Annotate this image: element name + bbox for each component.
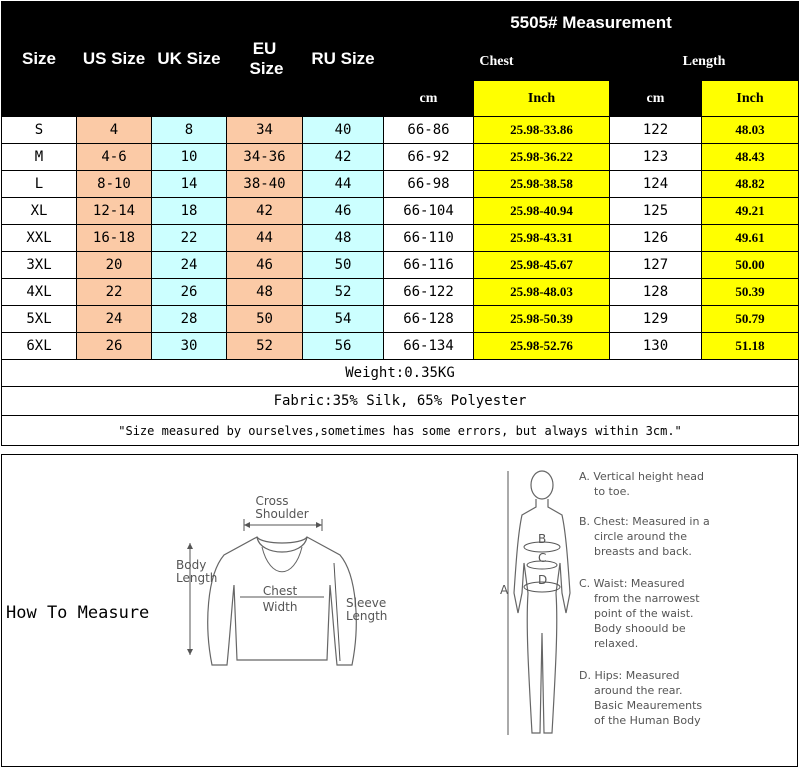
header-uk-size: UK Size <box>152 2 227 117</box>
chest-label: Chest <box>262 584 298 598</box>
cell-ru: 56 <box>303 333 384 360</box>
cell-chest-cm: 66-110 <box>384 225 474 252</box>
header-eu-size-label: EU Size <box>249 39 284 78</box>
cell-eu: 46 <box>227 252 303 279</box>
cell-length-cm: 125 <box>610 198 702 225</box>
cell-eu: 52 <box>227 333 303 360</box>
legend-b-line3: breasts and back. <box>594 545 692 558</box>
arrow-head-up <box>187 543 193 549</box>
cell-length-cm: 126 <box>610 225 702 252</box>
measurement-note: "Size measured by ourselves,sometimes has some errors, but always within 3cm." <box>2 416 799 446</box>
cell-chest-inch: 25.98-45.67 <box>474 252 610 279</box>
size-table <box>1 1 799 446</box>
legend-a-line1: A. Vertical height head <box>579 470 705 483</box>
cell-ru: 44 <box>303 171 384 198</box>
cell-uk: 10 <box>152 144 227 171</box>
cell-ru: 40 <box>303 117 384 144</box>
cell-chest-inch: 25.98-48.03 <box>474 279 610 306</box>
head-shape <box>531 471 553 499</box>
legend-c-line1: C. Waist: Measured <box>579 577 685 590</box>
header-chest-cm: cm <box>384 81 474 117</box>
legend-b-line1: B. Chest: Measured in a <box>579 515 710 528</box>
cell-length-cm: 124 <box>610 171 702 198</box>
legend-d-line2: around the rear. <box>594 684 683 697</box>
cell-size: 5XL <box>2 306 77 333</box>
cell-us: 22 <box>77 279 152 306</box>
cell-us: 20 <box>77 252 152 279</box>
cell-ru: 48 <box>303 225 384 252</box>
cell-chest-inch: 25.98-52.76 <box>474 333 610 360</box>
legend-d-line4: of the Human Body <box>594 714 701 727</box>
legend-b <box>579 514 799 559</box>
cell-uk: 30 <box>152 333 227 360</box>
cell-length-cm: 127 <box>610 252 702 279</box>
cell-size: M <box>2 144 77 171</box>
header-us-size: US Size <box>77 2 152 117</box>
shirt-diagram <box>162 485 402 675</box>
cell-chest-inch: 25.98-43.31 <box>474 225 610 252</box>
cell-chest-inch: 25.98-50.39 <box>474 306 610 333</box>
cell-length-cm: 129 <box>610 306 702 333</box>
body-label: Body <box>176 558 207 572</box>
cell-length-cm: 122 <box>610 117 702 144</box>
legend-d <box>579 668 799 728</box>
how-to-measure-label: How To Measure <box>6 603 150 623</box>
header-length-cm: cm <box>610 81 702 117</box>
header-length-inch: Inch <box>702 81 799 117</box>
table-row <box>2 144 799 171</box>
label-a: A <box>500 583 509 597</box>
cell-uk: 22 <box>152 225 227 252</box>
cell-ru: 54 <box>303 306 384 333</box>
cell-uk: 26 <box>152 279 227 306</box>
table-row <box>2 252 799 279</box>
cell-length-cm: 128 <box>610 279 702 306</box>
header-chest: Chest <box>384 44 610 81</box>
cell-chest-cm: 66-92 <box>384 144 474 171</box>
header-length: Length <box>610 44 799 81</box>
cell-us: 4 <box>77 117 152 144</box>
header-chest-inch: Inch <box>474 81 610 117</box>
cell-length-inch: 51.18 <box>702 333 799 360</box>
cell-ru: 42 <box>303 144 384 171</box>
cell-us: 4-6 <box>77 144 152 171</box>
legend-d-line3: Basic Meaurements <box>594 699 703 712</box>
legend-a-line2: to toe. <box>594 485 630 498</box>
cell-length-inch: 48.82 <box>702 171 799 198</box>
fabric-text: Fabric:35% Silk, 65% Polyester <box>2 387 799 416</box>
cell-size: 6XL <box>2 333 77 360</box>
shirt-collar <box>257 537 307 552</box>
cell-us: 26 <box>77 333 152 360</box>
weight-text: Weight:0.35KG <box>2 360 799 387</box>
table-row <box>2 333 799 360</box>
cell-eu: 34 <box>227 117 303 144</box>
cell-size: XL <box>2 198 77 225</box>
shirt-neckline <box>262 547 302 572</box>
table-row <box>2 117 799 144</box>
legend-c-line2: from the narrowest <box>594 592 700 605</box>
label-c: C <box>538 551 547 565</box>
cell-chest-inch: 25.98-36.22 <box>474 144 610 171</box>
cell-chest-cm: 66-104 <box>384 198 474 225</box>
cell-length-cm: 123 <box>610 144 702 171</box>
cell-eu: 38-40 <box>227 171 303 198</box>
legend-a <box>579 469 799 499</box>
cell-size: 3XL <box>2 252 77 279</box>
cell-chest-cm: 66-134 <box>384 333 474 360</box>
width-label: Width <box>262 600 298 614</box>
cell-uk: 8 <box>152 117 227 144</box>
cell-us: 12-14 <box>77 198 152 225</box>
cell-length-inch: 50.79 <box>702 306 799 333</box>
cell-chest-cm: 66-86 <box>384 117 474 144</box>
table-row <box>2 198 799 225</box>
cell-size: L <box>2 171 77 198</box>
arrow-head-left <box>244 522 250 528</box>
arrow-head-right <box>316 522 322 528</box>
legend-d-line1: D. Hips: Measured <box>579 669 680 682</box>
legend-c <box>579 576 799 651</box>
sleeve-length-label: Length <box>346 609 388 623</box>
cell-size: S <box>2 117 77 144</box>
body-diagram <box>498 463 578 753</box>
cell-chest-cm: 66-128 <box>384 306 474 333</box>
table-row <box>2 225 799 252</box>
sleeve-label: Sleeve <box>346 596 387 610</box>
cell-chest-cm: 66-98 <box>384 171 474 198</box>
cell-eu: 34-36 <box>227 144 303 171</box>
cell-eu: 48 <box>227 279 303 306</box>
cell-eu: 50 <box>227 306 303 333</box>
cell-chest-cm: 66-116 <box>384 252 474 279</box>
table-row <box>2 306 799 333</box>
cell-length-inch: 50.00 <box>702 252 799 279</box>
cross-label: Cross <box>255 494 289 508</box>
cell-ru: 46 <box>303 198 384 225</box>
shoulder-label: Shoulder <box>255 507 309 521</box>
body-length-label: Length <box>176 571 218 585</box>
header-ru-size: RU Size <box>303 2 384 117</box>
cell-length-inch: 49.21 <box>702 198 799 225</box>
cell-chest-cm: 66-122 <box>384 279 474 306</box>
header-measurement-title: 5505# Measurement <box>384 2 799 44</box>
arrow-head-down <box>187 649 193 655</box>
table-row <box>2 279 799 306</box>
legend-b-line2: circle around the <box>594 530 687 543</box>
label-b: B <box>538 532 547 546</box>
label-d: D <box>538 573 548 587</box>
cell-eu: 44 <box>227 225 303 252</box>
cell-us: 8-10 <box>77 171 152 198</box>
cell-length-inch: 48.43 <box>702 144 799 171</box>
cell-length-inch: 49.61 <box>702 225 799 252</box>
cell-size: 4XL <box>2 279 77 306</box>
cell-length-cm: 130 <box>610 333 702 360</box>
header-eu-size <box>227 2 303 117</box>
cell-uk: 28 <box>152 306 227 333</box>
cell-us: 24 <box>77 306 152 333</box>
legend-c-line3: point of the waist. <box>594 607 694 620</box>
cell-uk: 18 <box>152 198 227 225</box>
cell-size: XXL <box>2 225 77 252</box>
legend-c-line4: Body shoould be <box>594 622 686 635</box>
cell-chest-inch: 25.98-38.58 <box>474 171 610 198</box>
table-row <box>2 171 799 198</box>
cell-length-inch: 50.39 <box>702 279 799 306</box>
cell-ru: 52 <box>303 279 384 306</box>
cell-us: 16-18 <box>77 225 152 252</box>
how-to-measure-section <box>1 454 798 767</box>
cell-chest-inch: 25.98-40.94 <box>474 198 610 225</box>
cell-uk: 24 <box>152 252 227 279</box>
cell-ru: 50 <box>303 252 384 279</box>
cell-uk: 14 <box>152 171 227 198</box>
legend-c-line5: relaxed. <box>594 637 639 650</box>
cell-chest-inch: 25.98-33.86 <box>474 117 610 144</box>
cell-length-inch: 48.03 <box>702 117 799 144</box>
header-size: Size <box>2 2 77 117</box>
cell-eu: 42 <box>227 198 303 225</box>
